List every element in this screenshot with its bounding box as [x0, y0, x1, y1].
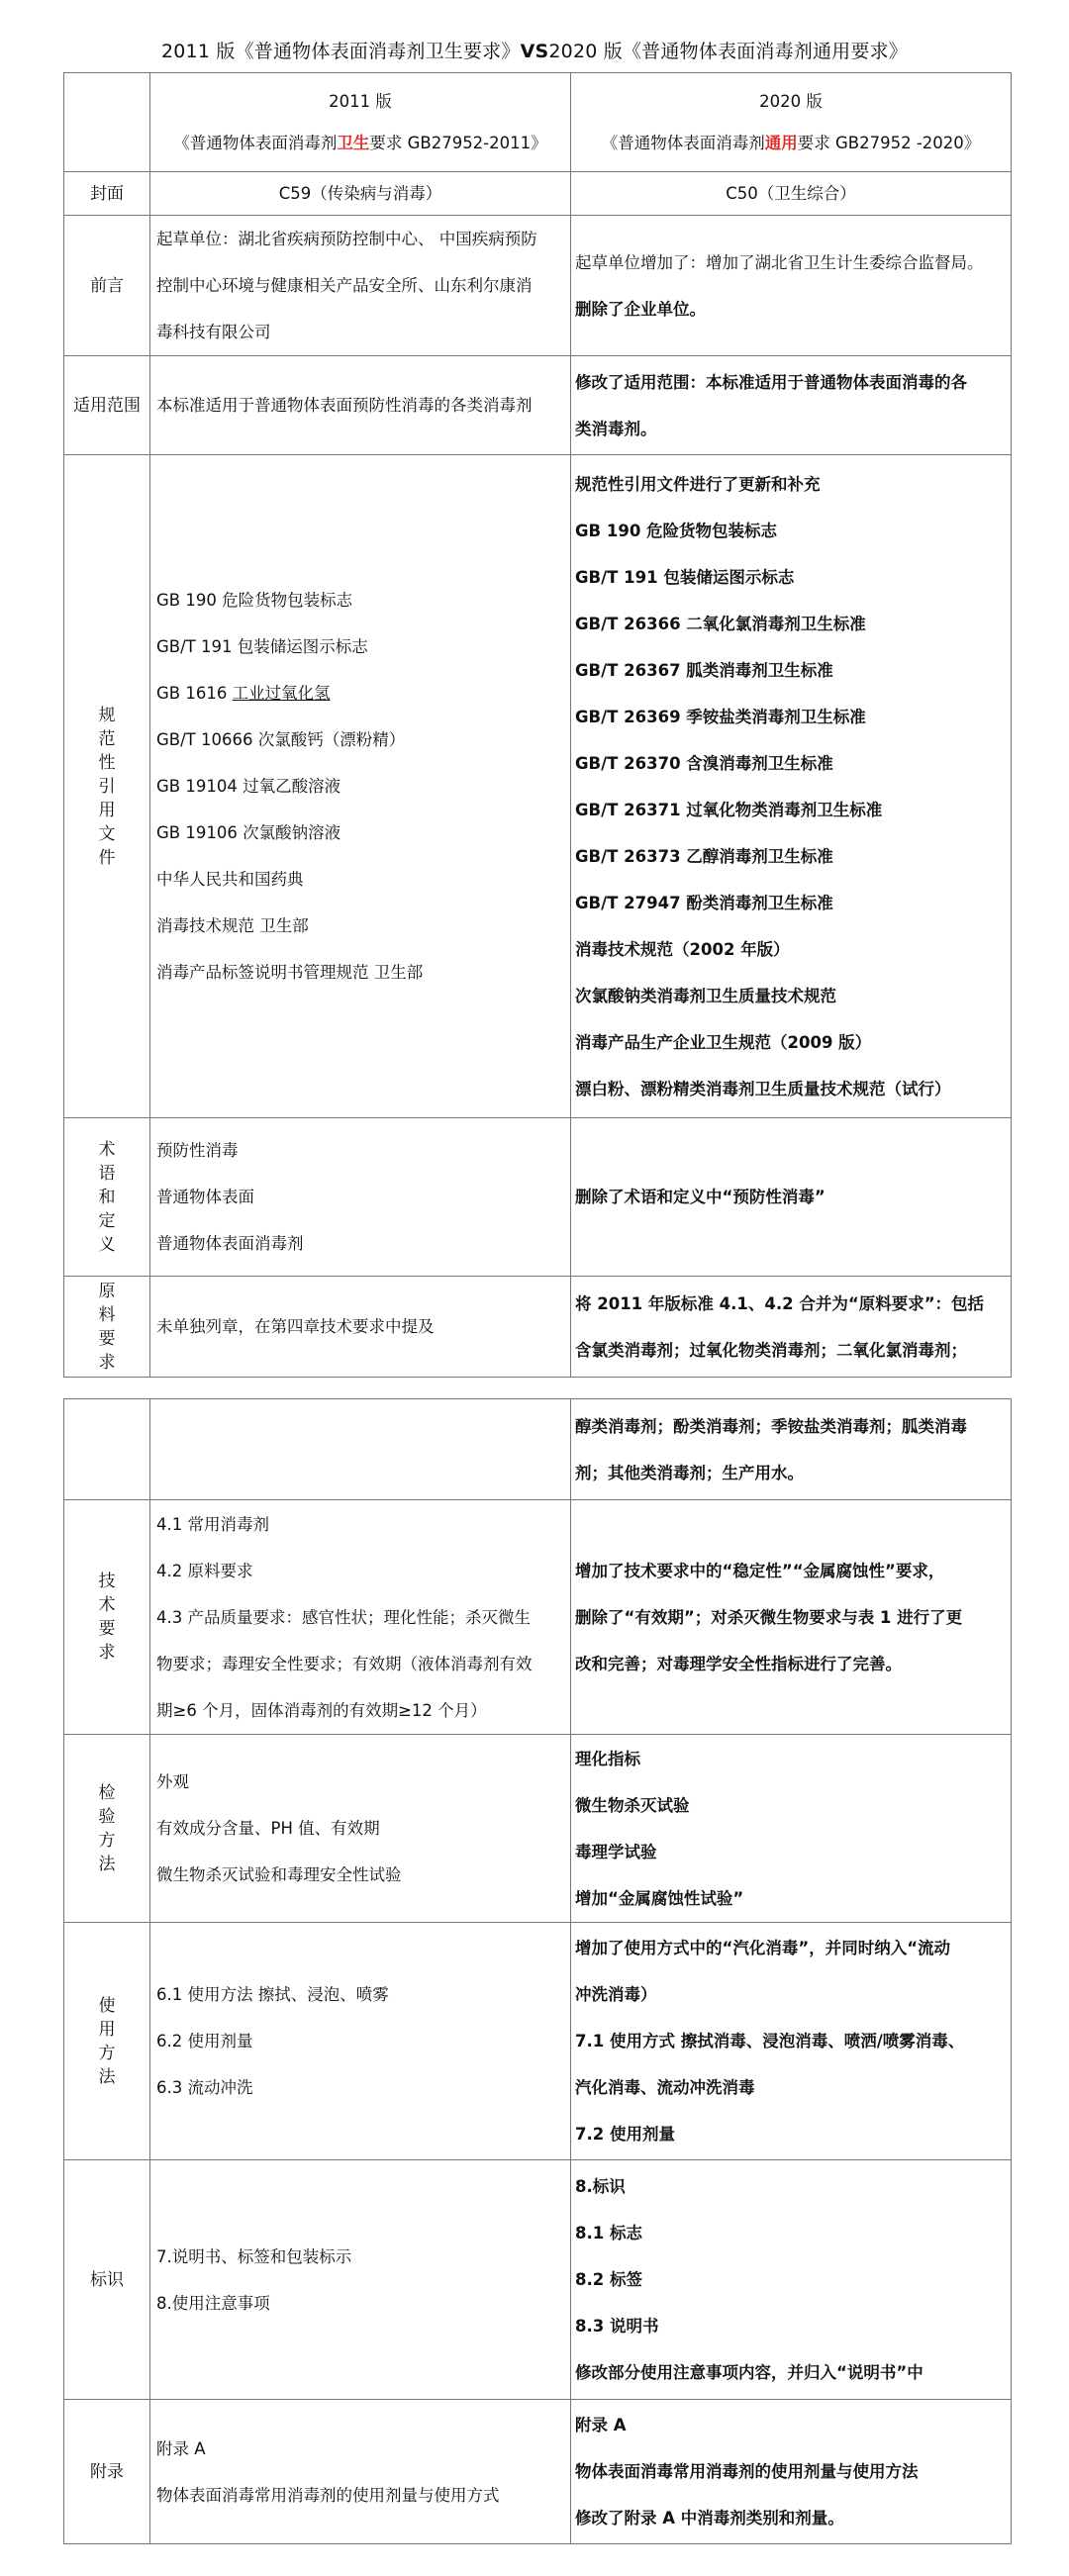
usage-2020-line: 7.2 使用剂量	[575, 2125, 675, 2144]
label-normative-text: 规范性引用文件	[98, 705, 116, 868]
labeling-2020-line: 8.1 标志	[575, 2224, 642, 2242]
usage-2011-line: 6.1 使用方法 擦拭、浸泡、喷雾	[156, 1985, 389, 2004]
label-preface: 前言	[64, 216, 150, 356]
label-appendix: 附录	[64, 2400, 150, 2544]
materials-cont-label-cell	[64, 1399, 150, 1500]
page-title	[0, 30, 1069, 73]
header-2011-std-part-a: 《普通物体表面消毒剂	[173, 133, 338, 152]
usage-2011-line: 6.2 使用剂量	[156, 2032, 253, 2051]
normative-2011-line	[156, 670, 568, 716]
label-usage	[64, 1923, 150, 2160]
appendix-2011-line: 物体表面消毒常用消毒剂的使用剂量与使用方式	[156, 2485, 500, 2505]
normative-2020-line: GB/T 26373 乙醇消毒剂卫生标准	[575, 846, 833, 866]
normative-2020-line: GB/T 27947 酚类消毒剂卫生标准	[575, 893, 833, 912]
header-2020-std-part-b: 要求 GB27952 -2020》	[797, 133, 981, 152]
normative-2020-line: GB/T 26370 含溴消毒剂卫生标准	[575, 753, 833, 773]
materials-2020-continued	[571, 1399, 1012, 1500]
normative-2011-line: 消毒技术规范 卫生部	[156, 916, 309, 935]
label-normative	[64, 455, 150, 1118]
normative-2020-line: GB/T 26369 季铵盐类消毒剂卫生标准	[575, 707, 866, 726]
materials-2020-line: 将 2011 年版标准 4.1、4.2 合并为“原料要求”：包括	[575, 1293, 985, 1313]
row-test	[64, 1735, 1012, 1923]
tech-2020-line: 增加了技术要求中的“稳定性”“金属腐蚀性”要求，	[575, 1561, 945, 1580]
normative-2011-line: GB 190 危险货物包装标志	[156, 591, 353, 610]
header-2011-highlight: 卫生	[337, 133, 370, 152]
normative-2011-line: GB 19106 次氯酸钠溶液	[156, 823, 341, 842]
test-2020-line: 增加“金属腐蚀性试验”	[575, 1888, 744, 1908]
header-2020-std-part-a: 《普通物体表面消毒剂	[601, 133, 765, 152]
labeling-2020-line: 8.标识	[575, 2177, 626, 2196]
label-scope: 适用范围	[64, 356, 150, 455]
normative-2020	[571, 455, 1012, 1118]
appendix-2020-line: 物体表面消毒常用消毒剂的使用剂量与使用方法	[575, 2462, 919, 2481]
test-2020	[571, 1735, 1012, 1923]
title-2011: 2011 版《普通物体表面消毒剂卫生要求》	[160, 41, 521, 62]
normative-2011-code: GB 1616	[156, 684, 233, 703]
tech-2011-line: 4.2 原料要求	[156, 1561, 253, 1580]
preface-2020-line: 删除了企业单位。	[575, 299, 706, 319]
labeling-2011-line: 8.使用注意事项	[156, 2293, 270, 2313]
tech-2020	[571, 1500, 1012, 1735]
row-usage	[64, 1923, 1012, 2160]
label-cover: 封面	[64, 172, 150, 216]
usage-2020-line: 冲洗消毒）	[575, 1985, 657, 2004]
tech-2011-line: 4.3 产品质量要求：感官性状；理化性能；杀灭微生	[156, 1607, 531, 1627]
row-scope	[64, 356, 1012, 455]
materials-2020-line: 醇类消毒剂；酚类消毒剂；季铵盐类消毒剂；胍类消毒	[575, 1416, 967, 1436]
header-empty-cell	[64, 73, 150, 172]
labeling-2020-line: 8.2 标签	[575, 2270, 642, 2289]
materials-2020-line: 含氯类消毒剂；过氧化物类消毒剂；二氧化氯消毒剂；	[575, 1340, 967, 1360]
normative-2011	[150, 455, 571, 1118]
label-tech-text: 技术要求	[98, 1572, 116, 1663]
terms-2011-line: 普通物体表面消毒剂	[156, 1234, 304, 1253]
normative-2020-line: GB/T 26371 过氧化物类消毒剂卫生标准	[575, 800, 883, 819]
normative-2020-line: 漂白粉、漂粉精类消毒剂卫生质量技术规范（试行）	[575, 1079, 951, 1098]
test-2020-line: 理化指标	[575, 1749, 640, 1768]
tech-2011-line: 物要求；毒理安全性要求；有效期（液体消毒剂有效	[156, 1654, 533, 1673]
label-tech	[64, 1500, 150, 1735]
row-materials	[64, 1277, 1012, 1378]
comparison-table-part-1	[63, 72, 1012, 1378]
normative-2011-underlined: 工业过氧化氢	[232, 684, 331, 703]
header-2011-std-part-b: 要求 GB27952-2011》	[369, 133, 547, 152]
row-normative	[64, 455, 1012, 1118]
normative-2011-line: 消毒产品标签说明书管理规范 卫生部	[156, 963, 424, 982]
normative-2020-line: GB 190 危险货物包装标志	[575, 521, 778, 540]
header-2020	[571, 73, 1012, 172]
normative-2020-line: GB/T 26366 二氧化氯消毒剂卫生标准	[575, 614, 866, 633]
row-cover	[64, 172, 1012, 216]
usage-2020	[571, 1923, 1012, 2160]
usage-2011	[150, 1923, 571, 2160]
title-vs: VS	[520, 41, 549, 62]
row-appendix	[64, 2400, 1012, 2544]
test-2011-line: 微生物杀灭试验和毒理安全性试验	[156, 1865, 402, 1884]
labeling-2020-line: 8.3 说明书	[575, 2317, 659, 2336]
normative-2020-line: 规范性引用文件进行了更新和补充	[575, 474, 821, 494]
preface-2020	[571, 216, 1012, 356]
header-2011-version: 2011 版	[329, 91, 392, 111]
label-test-text: 检验方法	[98, 1782, 116, 1874]
label-materials	[64, 1277, 150, 1378]
scope-2020-line: 类消毒剂。	[575, 419, 657, 438]
terms-2011-line: 预防性消毒	[156, 1141, 239, 1160]
test-2020-line: 毒理学试验	[575, 1842, 657, 1861]
cover-2020: C50（卫生综合）	[571, 172, 1012, 216]
appendix-2020-line: 附录 A	[575, 2416, 627, 2434]
materials-2020-line: 剂；其他类消毒剂；生产用水。	[575, 1463, 804, 1482]
normative-2011-line: GB/T 191 包装储运图示标志	[156, 637, 368, 656]
terms-2011-line: 普通物体表面	[156, 1188, 254, 1206]
cover-2011: C59（传染病与消毒）	[150, 172, 571, 216]
test-2011-line: 外观	[156, 1772, 189, 1791]
row-preface	[64, 216, 1012, 356]
normative-2011-line: 中华人民共和国药典	[156, 870, 304, 889]
labeling-2020	[571, 2160, 1012, 2400]
terms-2020: 删除了术语和定义中“预防性消毒”	[571, 1118, 1012, 1277]
preface-2011	[150, 216, 571, 356]
normative-2020-line: GB/T 191 包装储运图示标志	[575, 567, 795, 587]
tech-2011	[150, 1500, 571, 1735]
materials-2020	[571, 1277, 1012, 1378]
preface-2011-line: 起草单位：湖北省疾病预防控制中心、 中国疾病预防	[156, 230, 537, 248]
materials-2011: 未单独列章，在第四章技术要求中提及	[150, 1277, 571, 1378]
normative-2020-line: 消毒产品生产企业卫生规范（2009 版）	[575, 1032, 872, 1052]
preface-2011-line: 控制中心环境与健康相关产品安全所、山东利尔康消	[156, 276, 533, 295]
usage-2020-line: 7.1 使用方式 擦拭消毒、浸泡消毒、喷洒/喷雾消毒、	[575, 2032, 965, 2051]
header-2011	[150, 73, 571, 172]
appendix-2020-line: 修改了附录 A 中消毒剂类别和剂量。	[575, 2509, 844, 2528]
materials-cont-2011-cell	[150, 1399, 571, 1500]
row-tech	[64, 1500, 1012, 1735]
tech-2011-line: 4.1 常用消毒剂	[156, 1514, 269, 1534]
row-materials-continued	[64, 1399, 1012, 1500]
normative-2020-line: 次氯酸钠类消毒剂卫生质量技术规范	[575, 986, 836, 1005]
label-materials-text: 原料要求	[98, 1281, 116, 1373]
tech-2020-line: 删除了“有效期”；对杀灭微生物要求与表 1 进行了更	[575, 1607, 963, 1627]
label-labeling: 标识	[64, 2160, 150, 2400]
label-test	[64, 1735, 150, 1923]
tech-2020-line: 改和完善；对毒理学安全性指标进行了完善。	[575, 1654, 902, 1673]
label-terms	[64, 1118, 150, 1277]
labeling-2020-line: 修改部分使用注意事项内容，并归入“说明书”中	[575, 2363, 923, 2382]
preface-2020-line: 起草单位增加了：增加了湖北省卫生计生委综合监督局。	[575, 252, 984, 272]
scope-2020	[571, 356, 1012, 455]
normative-2020-line: GB/T 26367 胍类消毒剂卫生标准	[575, 660, 833, 680]
scope-2020-line: 修改了适用范围：本标准适用于普通物体表面消毒的各	[575, 372, 967, 392]
appendix-2011-line: 附录 A	[156, 2438, 206, 2458]
labeling-2011-line: 7.说明书、标签和包装标示	[156, 2246, 352, 2266]
comparison-table-part-2	[63, 1398, 1012, 2544]
test-2011-line: 有效成分含量、PH 值、有效期	[156, 1819, 380, 1838]
usage-2020-line: 汽化消毒、流动冲洗消毒	[575, 2078, 755, 2097]
normative-2011-line: GB 19104 过氧乙酸溶液	[156, 777, 341, 796]
tech-2011-line: 期≥6 个月，固体消毒剂的有效期≥12 个月）	[156, 1700, 487, 1720]
normative-2020-line: 消毒技术规范（2002 年版）	[575, 939, 790, 959]
header-2011-standard	[150, 123, 570, 164]
test-2020-line: 微生物杀灭试验	[575, 1795, 690, 1815]
usage-2011-line: 6.3 流动冲洗	[156, 2078, 253, 2097]
header-2020-standard	[571, 123, 1011, 164]
usage-2020-line: 增加了使用方式中的“汽化消毒”，并同时纳入“流动	[575, 1939, 951, 1957]
title-2020: 2020 版《普通物体表面消毒剂通用要求》	[548, 41, 908, 62]
appendix-2011	[150, 2400, 571, 2544]
row-terms	[64, 1118, 1012, 1277]
label-terms-text: 术语和定义	[98, 1139, 116, 1255]
header-2020-highlight: 通用	[764, 133, 798, 152]
label-usage-text: 使用方法	[98, 1995, 116, 2087]
scope-2011: 本标准适用于普通物体表面预防性消毒的各类消毒剂	[150, 356, 571, 455]
header-2020-version: 2020 版	[759, 91, 823, 111]
normative-2011-line: GB/T 10666 次氯酸钙（漂粉精）	[156, 730, 406, 749]
terms-2011	[150, 1118, 571, 1277]
labeling-2011	[150, 2160, 571, 2400]
preface-2011-line: 毒科技有限公司	[156, 323, 271, 341]
header-row	[64, 73, 1012, 172]
row-labeling	[64, 2160, 1012, 2400]
appendix-2020	[571, 2400, 1012, 2544]
test-2011	[150, 1735, 571, 1923]
